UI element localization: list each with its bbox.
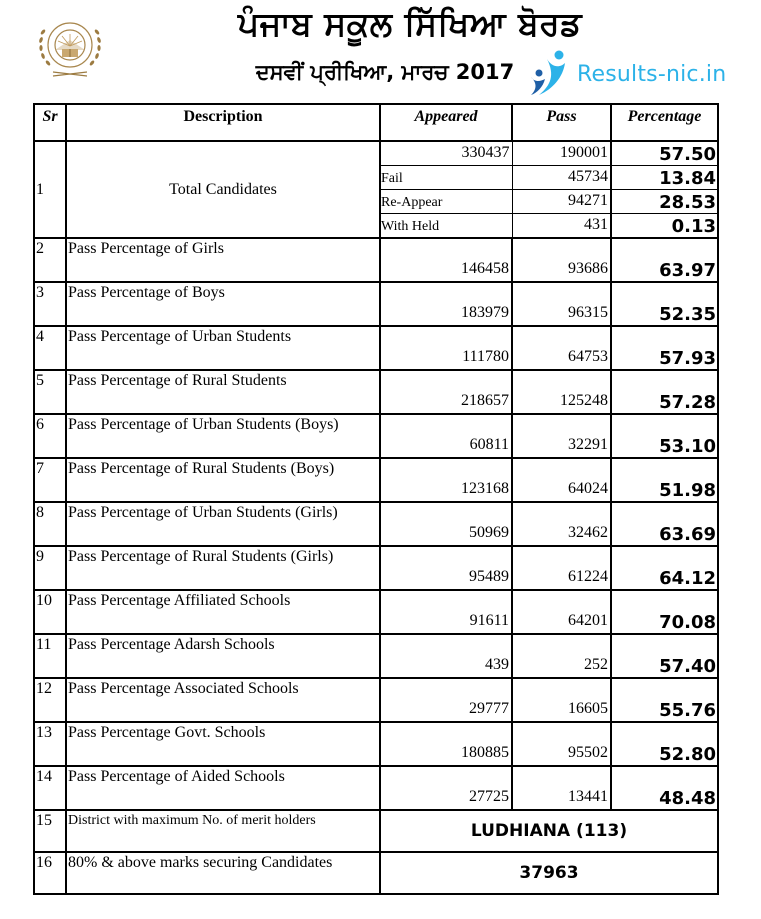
table-row [34,502,718,546]
pass-cell: 64024 [512,458,611,502]
breakdown-percentage: 28.53 [611,190,718,214]
percentage-cell: 63.97 [611,238,718,282]
table-header-row [34,104,718,141]
appeared-cell: 180885 [380,722,512,766]
pseb-emblem-icon [33,10,107,84]
sr-cell: 2 [34,238,66,282]
table-row [34,282,718,326]
appeared-cell: 27725 [380,766,512,810]
description-cell: Pass Percentage of Aided Schools [66,766,380,810]
percentage-cell: 51.98 [611,458,718,502]
column-header-percentage: Percentage [611,104,718,141]
sr-cell: 5 [34,370,66,414]
breakdown-percentage: 0.13 [611,214,718,239]
description-cell: Pass Percentage of Rural Students (Girls) [66,546,380,590]
description-cell: Pass Percentage of Urban Students [66,326,380,370]
description-cell: District with maximum No. of merit holders [66,810,380,852]
breakdown-percentage: 13.84 [611,166,718,190]
description-cell: Pass Percentage of Rural Students (Boys) [66,458,380,502]
appeared-cell: 29777 [380,678,512,722]
results-nic-watermark [527,48,757,100]
sr-cell: 11 [34,634,66,678]
description-cell: Pass Percentage Associated Schools [66,678,380,722]
pass-cell: 64201 [512,590,611,634]
appeared-cell: 111780 [380,326,512,370]
board-title: ਪੰਜਾਬ ਸਕੂਲ ਸਿੱਖਿਆ ਬੋਰਡ [237,4,583,43]
table-row-merit-district [34,810,718,852]
sr-cell: 12 [34,678,66,722]
pass-cell: 93686 [512,238,611,282]
percentage-cell: 53.10 [611,414,718,458]
description-cell: Total Candidates [66,141,380,238]
breakdown-count: 94271 [512,190,611,214]
appeared-cell: 50969 [380,502,512,546]
sr-cell: 3 [34,282,66,326]
sr-cell: 7 [34,458,66,502]
sr-cell: 6 [34,414,66,458]
percentage-cell: 63.69 [611,502,718,546]
pass-cell: 64753 [512,326,611,370]
table-row-total [34,141,718,166]
appeared-cell: 183979 [380,282,512,326]
table-row [34,370,718,414]
sr-cell: 14 [34,766,66,810]
description-cell: Pass Percentage of Rural Students [66,370,380,414]
description-cell: 80% & above marks securing Candidates [66,852,380,894]
description-cell: Pass Percentage of Urban Students (Boys) [66,414,380,458]
watermark-text: Results-nic.in [577,61,727,87]
column-header-sr: Sr [34,104,66,141]
sr-cell: 13 [34,722,66,766]
table-row [34,414,718,458]
appeared-cell: 439 [380,634,512,678]
appeared-cell: 91611 [380,590,512,634]
percentage-cell: 48.48 [611,766,718,810]
breakdown-count: 431 [512,214,611,239]
pass-cell: 13441 [512,766,611,810]
description-cell: Pass Percentage Affiliated Schools [66,590,380,634]
description-cell: Pass Percentage of Urban Students (Girls) [66,502,380,546]
exam-subtitle: ਦਸਵੀਂ ਪ੍ਰੀਖਿਆ, ਮਾਰਚ 2017 [255,60,515,84]
table-row [34,634,718,678]
pass-cell: 190001 [512,141,611,166]
pass-cell: 125248 [512,370,611,414]
breakdown-label: Fail [380,166,512,190]
column-header-appeared: Appeared [380,104,512,141]
percentage-cell: 57.50 [611,141,718,166]
appeared-cell: 123168 [380,458,512,502]
table-row [34,590,718,634]
percentage-cell: 52.80 [611,722,718,766]
breakdown-label: Re-Appear [380,190,512,214]
pass-cell: 252 [512,634,611,678]
pass-cell: 32462 [512,502,611,546]
pass-cell: 96315 [512,282,611,326]
description-cell: Pass Percentage of Girls [66,238,380,282]
pass-cell: 32291 [512,414,611,458]
percentage-cell: 57.28 [611,370,718,414]
appeared-cell: 95489 [380,546,512,590]
table-row [34,722,718,766]
sr-cell: 4 [34,326,66,370]
above-80-value: 37963 [380,852,718,894]
percentage-cell: 52.35 [611,282,718,326]
table-row [34,766,718,810]
sr-cell: 8 [34,502,66,546]
table-row [34,238,718,282]
description-cell: Pass Percentage Adarsh Schools [66,634,380,678]
sr-cell: 10 [34,590,66,634]
percentage-cell: 55.76 [611,678,718,722]
merit-district-value: LUDHIANA (113) [380,810,718,852]
appeared-cell: 146458 [380,238,512,282]
sr-cell: 9 [34,546,66,590]
appeared-cell: 330437 [380,141,512,166]
table-row-above-80 [34,852,718,894]
table-row [34,546,718,590]
pass-cell: 95502 [512,722,611,766]
breakdown-label: With Held [380,214,512,239]
sr-cell: 15 [34,810,66,852]
pass-cell: 16605 [512,678,611,722]
appeared-cell: 60811 [380,414,512,458]
sr-cell: 16 [34,852,66,894]
results-people-logo-icon [527,49,571,99]
table-row [34,458,718,502]
percentage-cell: 57.40 [611,634,718,678]
description-cell: Pass Percentage of Boys [66,282,380,326]
percentage-cell: 64.12 [611,546,718,590]
pass-cell: 61224 [512,546,611,590]
table-row [34,678,718,722]
percentage-cell: 70.08 [611,590,718,634]
results-table [33,103,719,895]
description-cell: Pass Percentage Govt. Schools [66,722,380,766]
column-header-pass: Pass [512,104,611,141]
percentage-cell: 57.93 [611,326,718,370]
sr-cell: 1 [34,141,66,238]
breakdown-count: 45734 [512,166,611,190]
appeared-cell: 218657 [380,370,512,414]
column-header-description: Description [66,104,380,141]
table-row [34,326,718,370]
